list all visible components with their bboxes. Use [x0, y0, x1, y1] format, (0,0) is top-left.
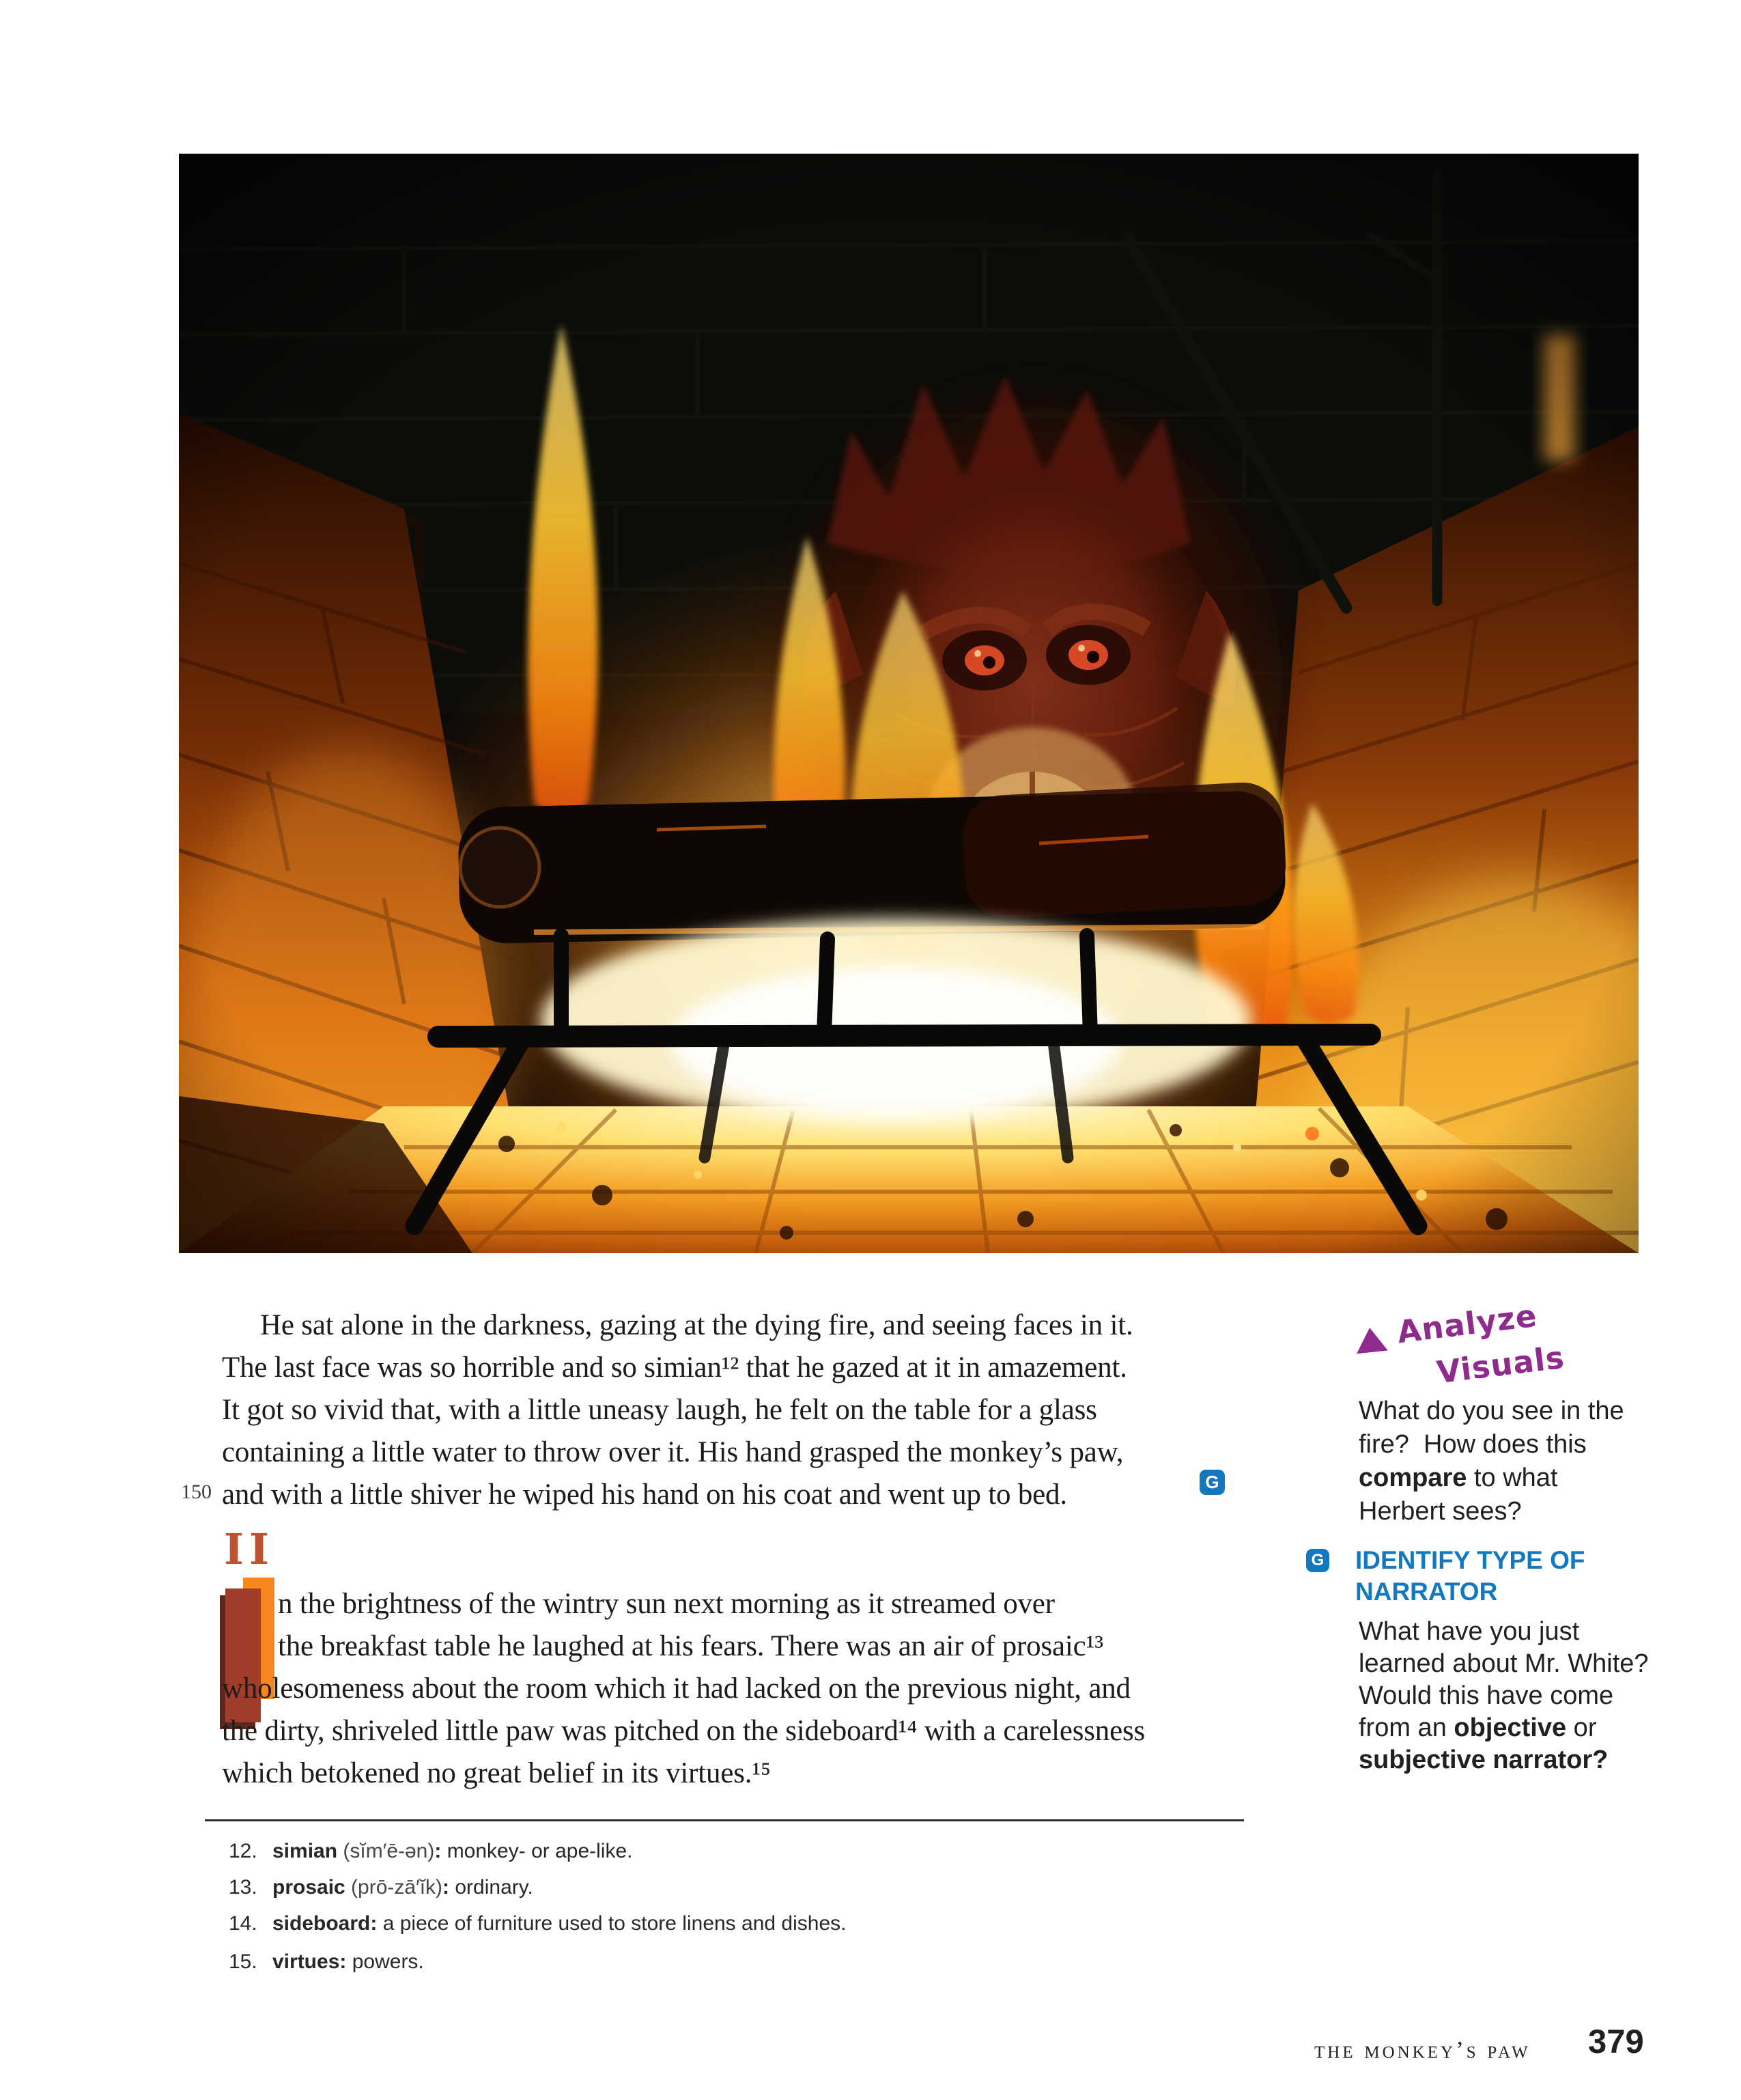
footnote-text: simian (sĭm′ē-ən): monkey- or ape-like.	[272, 1840, 633, 1862]
story-line: the dirty, shriveled little paw was pitched on the sideboard¹⁴ with a carelessness	[222, 1715, 1146, 1747]
identify-narrator-heading-line2: NARRATOR	[1355, 1578, 1498, 1606]
photo-vignette	[179, 154, 1639, 1253]
footnote-text: prosaic (prō-zā′ĭk): ordinary.	[272, 1876, 533, 1899]
story-line: and with a little shiver he wiped his hand on his coat and went up to bed.	[222, 1479, 1067, 1511]
story-line: containing a little water to throw over it. His hand grasped the monkey’s paw,	[222, 1436, 1124, 1468]
footnote-text: virtues: powers.	[272, 1950, 424, 1973]
fireplace-illustration	[179, 154, 1639, 1253]
story-line: He sat alone in the darkness, gazing at the dying fire, and seeing faces in it.	[260, 1309, 1133, 1341]
story-line: The last face was so horrible and so simian¹² that he gazed at it in amazement.	[222, 1352, 1127, 1384]
footnote-12	[229, 1840, 1253, 1870]
story-line: which betokened no great belief in its virtues.¹⁵	[222, 1757, 771, 1789]
footnote-15	[229, 1950, 1253, 1980]
story-paragraph-1	[222, 1304, 1287, 1516]
footnote-number: 14.	[229, 1912, 257, 1935]
footer-running-title: the monkey’s paw	[1314, 2036, 1531, 2063]
footnote-divider	[205, 1819, 1244, 1821]
fireplace-photo	[179, 154, 1639, 1253]
footnote-number: 13.	[229, 1876, 257, 1899]
story-paragraph-2	[222, 1583, 1287, 1795]
identify-narrator-question: What have you just learned about Mr. White? Would this have come from an objective or subjective narrator?	[1359, 1617, 1663, 1774]
story-line: n the brightness of the wintry sun next morning as it streamed over	[278, 1588, 1055, 1620]
analyze-visuals-label-word1: Analyze	[1395, 1297, 1540, 1351]
g-annotation-badge[interactable]: G	[1200, 1470, 1225, 1495]
story-line: wholesomeness about the room which it had lacked on the previous night, and	[222, 1672, 1131, 1705]
identify-narrator-heading-line1: IDENTIFY TYPE OF	[1355, 1546, 1585, 1574]
footnote-13	[229, 1876, 1253, 1906]
analyze-visuals-triangle-icon	[1354, 1326, 1388, 1354]
footer-page-number: 379	[1588, 2024, 1644, 2060]
section-heading-II: II	[224, 1524, 275, 1574]
analyze-visuals-question: What do you see in the fire? How does this compare to what Herbert sees?	[1359, 1397, 1632, 1526]
footnote-number: 15.	[229, 1950, 257, 1973]
footnote-text: sideboard: a piece of furniture used to store linens and dishes.	[272, 1912, 847, 1935]
analyze-visuals-label-word2: Visuals	[1434, 1339, 1567, 1391]
footnote-number: 12.	[229, 1840, 257, 1862]
line-number-150: 150	[181, 1481, 212, 1503]
story-line: the breakfast table he laughed at his fears. There was an air of prosaic¹³	[278, 1630, 1103, 1662]
g-annotation-badge[interactable]: G	[1306, 1549, 1329, 1572]
story-line: It got so vivid that, with a little uneasy laugh, he felt on the table for a glass	[222, 1394, 1097, 1426]
identify-narrator-heading	[1355, 1545, 1585, 1608]
footnote-14	[229, 1912, 1253, 1942]
